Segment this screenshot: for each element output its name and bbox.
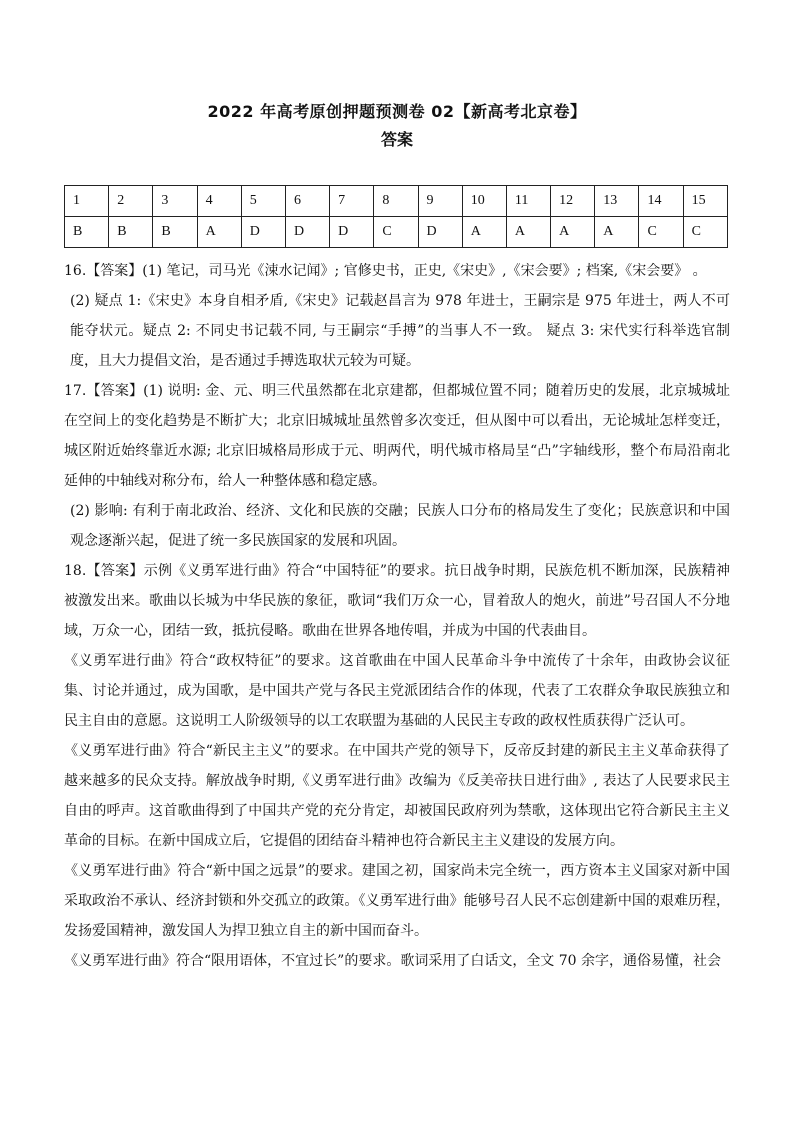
question-number: 14 — [639, 186, 683, 217]
answer-letter: A — [551, 217, 595, 248]
question-number: 12 — [551, 186, 595, 217]
answer-letter: B — [109, 217, 153, 248]
page-title: 2022 年高考原创押题预测卷 02【新高考北京卷】 — [207, 102, 587, 121]
answer-18-political: 《义勇军进行曲》符合“政权特征”的要求。这首歌曲在中国人民革命斗争中流传了十余年，由政协会议征集、讨论并通过，成为国歌，是中国共产党与各民主党派团结合作的体现，代表了工农群众争取民族独立和民主自由的意愿。这说明工人阶级领导的以工农联盟为基础的人民民主专政的政权性质获得广泛认可。 — [64, 653, 730, 729]
question-number: 3 — [153, 186, 197, 217]
question-number: 11 — [506, 186, 550, 217]
answer-18-intro: 18.【答案】示例《义勇军进行曲》符合“中国特征”的要求。抗日战争时期，民族危机不断加深，民族精神被激发出来。歌曲以长城为中华民族的象征，歌词“我们万众一心，冒着敌人的炮火，前进”号召国人不分地域，万众一心，团结一致，抵抗侵略。歌曲在世界各地传唱，并成为中国的代表曲目。 — [64, 563, 730, 639]
question-number: 5 — [241, 186, 285, 217]
answer-18-new-democracy: 《义勇军进行曲》符合“新民主主义”的要求。在中国共产党的领导下，反帝反封建的新民主主义革命获得了越来越多的民众支持。解放战争时期,《义勇军进行曲》改编为《反美帝扶日进行曲》, 表达了人民要求民主自由的呼声。这首歌曲得到了中国共产党的充分肯定，却被国民政府列为禁歌，这体现出它符合新民主主义革命的目标。在新中国成立后，它提倡的团结奋斗精神也符合新民主主义建设的发展方向。 — [64, 743, 730, 849]
answer-letter: A — [595, 217, 639, 248]
question-number: 1 — [65, 186, 109, 217]
answer-letter: B — [65, 217, 109, 248]
question-number: 13 — [595, 186, 639, 217]
answer-key-row — [65, 217, 728, 248]
answer-number-row — [65, 186, 728, 217]
answer-17-part-2: (2) 影响: 有利于南北政治、经济、文化和民族的交融；民族人口分布的格局发生了变化；民族意识和中国观念逐渐兴起，促进了统一多民族国家的发展和巩固。 — [70, 503, 730, 549]
answer-18-language-style: 《义勇军进行曲》符合“限用语体，不宜过长”的要求。歌词采用了白话文，全文 70 余字，通俗易懂，社会 — [64, 953, 722, 969]
answer-letter: D — [241, 217, 285, 248]
question-number: 4 — [197, 186, 241, 217]
answer-letter: D — [330, 217, 374, 248]
answer-16-part-2: (2) 疑点 1:《宋史》本身自相矛盾,《宋史》记载赵昌言为 978 年进士，王嗣宗是 975 年进士，两人不可能夺状元。疑点 2: 不同史书记载不同, 与王嗣宗“手搏”的当事人不一致。 疑点 3: 宋代实行科举选官制度，且大力提倡文治，是否通过手搏选取状元较为可疑。 — [70, 293, 730, 369]
answer-letter: A — [462, 217, 506, 248]
answer-17-part-1: 17.【答案】(1) 说明: 金、元、明三代虽然都在北京建都，但都城位置不同；随着历史的发展，北京城城址在空间上的变化趋势是不断扩大；北京旧城城址虽然曾多次变迁，但从图中可以看出，无论城址怎样变迁，城区附近始终靠近水源; 北京旧城格局形成于元、明两代，明代城市格局呈“凸”字轴线形，整个布局沿南北延伸的中轴线对称分布，给人一种整体感和稳定感。 — [64, 383, 730, 489]
question-number: 15 — [683, 186, 727, 217]
answer-letter: C — [374, 217, 418, 248]
answer-letter: D — [285, 217, 329, 248]
answer-letter: C — [639, 217, 683, 248]
answer-16-part-1: 16.【答案】(1) 笔记，司马光《涑水记闻》; 官修史书，正史,《宋史》,《宋会要》; 档案,《宋会要》 。 — [64, 263, 707, 279]
question-number: 6 — [285, 186, 329, 217]
question-number: 9 — [418, 186, 462, 217]
answer-explanations — [64, 256, 730, 976]
question-number: 8 — [374, 186, 418, 217]
answer-letter: A — [506, 217, 550, 248]
answer-letter: B — [153, 217, 197, 248]
answer-letter: C — [683, 217, 727, 248]
answer-table — [64, 185, 728, 248]
answer-letter: D — [418, 217, 462, 248]
answer-18-future-vision: 《义勇军进行曲》符合“新中国之远景”的要求。建国之初，国家尚未完全统一，西方资本主义国家对新中国采取政治不承认、经济封锁和外交孤立的政策。《义勇军进行曲》能够号召人民不忘创建新中国的艰难历程，发扬爱国精神，激发国人为捍卫独立自主的新中国而奋斗。 — [64, 863, 730, 939]
page-subtitle: 答案 — [380, 130, 413, 149]
answer-letter: A — [197, 217, 241, 248]
question-number: 2 — [109, 186, 153, 217]
question-number: 10 — [462, 186, 506, 217]
question-number: 7 — [330, 186, 374, 217]
